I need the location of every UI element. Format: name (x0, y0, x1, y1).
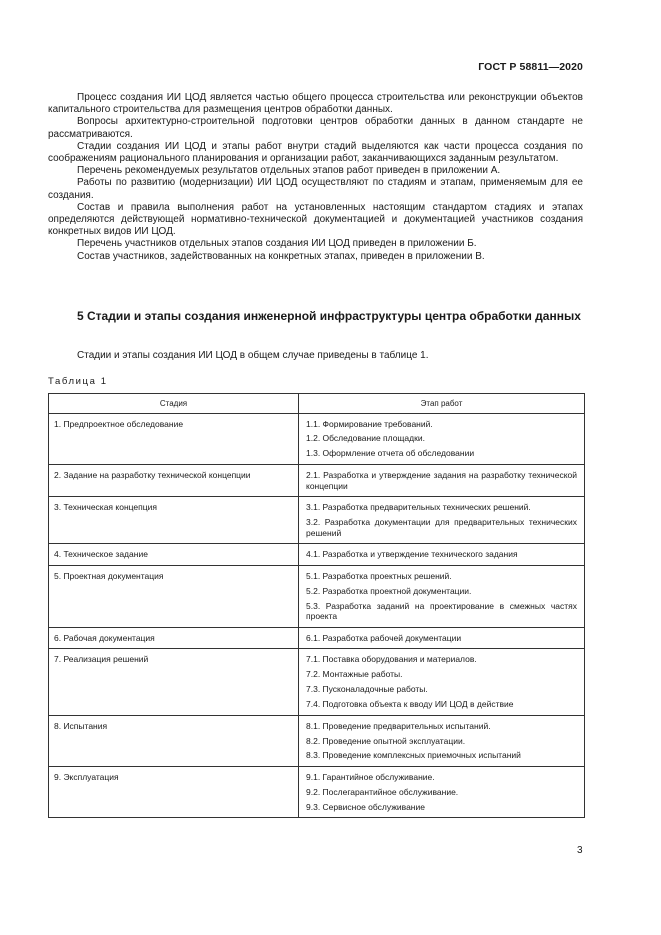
work-item: 1.1. Формирование требований. (306, 418, 433, 429)
work-item: 4.1. Разработка и утверждение технического задания (306, 549, 518, 560)
stage-cell: 3. Техническая концепция (49, 497, 299, 544)
work-item: 5.2. Разработка проектной документации. (306, 585, 472, 596)
table-row (49, 767, 585, 818)
work-cell (299, 627, 585, 649)
work-item: 8.3. Проведение комплексных приемочных испытаний (306, 750, 521, 761)
table-row (49, 627, 585, 649)
work-cell (299, 565, 585, 627)
work-cell (299, 497, 585, 544)
stages-table (48, 393, 585, 818)
work-item: 1.3. Оформление отчета об обследовании (306, 448, 475, 459)
body-text (48, 92, 583, 263)
work-item: 9.1. Гарантийное обслуживание. (306, 772, 435, 783)
paragraph: Состав и правила выполнения работ на установленных настоящим стандартом стадиях и этапах определяются действующей нормативно-технической документацией и документацией участников создания конкретных видов ИИ ЦОД. (48, 201, 583, 238)
page-number: 3 (577, 845, 583, 856)
table-label: Таблица 1 (48, 376, 108, 387)
work-item: 7.3. Пусконаладочные работы. (306, 684, 428, 695)
paragraph: Работы по развитию (модернизации) ИИ ЦОД осуществляют по стадиям и этапам, применяемым для ее создания. (48, 177, 583, 201)
standard-code: ГОСТ Р 58811—2020 (478, 61, 583, 73)
table-row (49, 464, 585, 496)
table-body (49, 413, 585, 818)
work-cell (299, 464, 585, 496)
stage-cell: 8. Испытания (49, 715, 299, 766)
table-row (49, 565, 585, 627)
stage-cell: 9. Эксплуатация (49, 767, 299, 818)
table-row (49, 413, 585, 464)
work-cell (299, 767, 585, 818)
work-item: 7.4. Подготовка объекта к вводу ИИ ЦОД в действие (306, 699, 514, 710)
work-item: 3.2. Разработка документации для предварительных технических решений (306, 517, 577, 538)
work-cell (299, 544, 585, 566)
stage-cell: 6. Рабочая документация (49, 627, 299, 649)
work-item: 3.1. Разработка предварительных технических решений. (306, 502, 531, 513)
stage-cell: 5. Проектная документация (49, 565, 299, 627)
table-row (49, 715, 585, 766)
work-cell (299, 715, 585, 766)
paragraph: Вопросы архитектурно-строительной подготовки центров обработки данных в данном стандарте не рассматриваются. (48, 116, 583, 140)
work-cell (299, 413, 585, 464)
paragraph: Перечень участников отдельных этапов создания ИИ ЦОД приведен в приложении Б. (77, 238, 477, 250)
table-header-row (49, 394, 585, 414)
stage-cell: 2. Задание на разработку технической концепции (49, 464, 299, 496)
paragraph: Стадии создания ИИ ЦОД и этапы работ внутри стадий выделяются как части процесса создания по соображениям рационального планирования и организации работ, заканчивающихся заданным результатом. (48, 140, 583, 165)
section-intro: Стадии и этапы создания ИИ ЦОД в общем случае приведены в таблице 1. (77, 350, 429, 361)
work-cell (299, 649, 585, 715)
paragraph: Перечень рекомендуемых результатов отдельных этапов работ приведен в приложении А. (77, 165, 501, 177)
work-item: 9.2. Послегарантийное обслуживание. (306, 786, 459, 797)
work-item: 7.1. Поставка оборудования и материалов. (306, 654, 477, 665)
stage-cell: 1. Предпроектное обследование (49, 413, 299, 464)
work-item: 1.2. Обследование площадки. (306, 433, 425, 444)
work-item: 9.3. Сервисное обслуживание (306, 801, 425, 812)
work-item: 5.3. Разработка заданий на проектирование в смежных частях проекта (306, 600, 577, 622)
table-row (49, 497, 585, 544)
section-heading: 5 Стадии и этапы создания инженерной инфраструктуры центра обработки данных (77, 309, 581, 323)
paragraph: Процесс создания ИИ ЦОД является частью общего процесса строительства или реконструкции объектов капитального строительства для размещения центров обработки данных. (48, 92, 583, 116)
work-item: 8.1. Проведение предварительных испытаний. (306, 720, 491, 731)
work-item: 6.1. Разработка рабочей документации (306, 632, 462, 643)
work-item: 5.1. Разработка проектных решений. (306, 570, 452, 581)
table-row (49, 544, 585, 566)
column-header-work: Этап работ (299, 394, 585, 414)
stage-cell: 4. Техническое задание (49, 544, 299, 566)
work-item: 7.2. Монтажные работы. (306, 669, 403, 680)
work-item: 8.2. Проведение опытной эксплуатации. (306, 735, 466, 746)
column-header-stage: Стадия (49, 394, 299, 414)
table-row (49, 649, 585, 715)
work-item: 2.1. Разработка и утверждение задания на разработку технической концепции (306, 469, 577, 491)
stage-cell: 7. Реализация решений (49, 649, 299, 715)
paragraph: Состав участников, задействованных на конкретных этапах, приведен в приложении В. (77, 250, 485, 262)
